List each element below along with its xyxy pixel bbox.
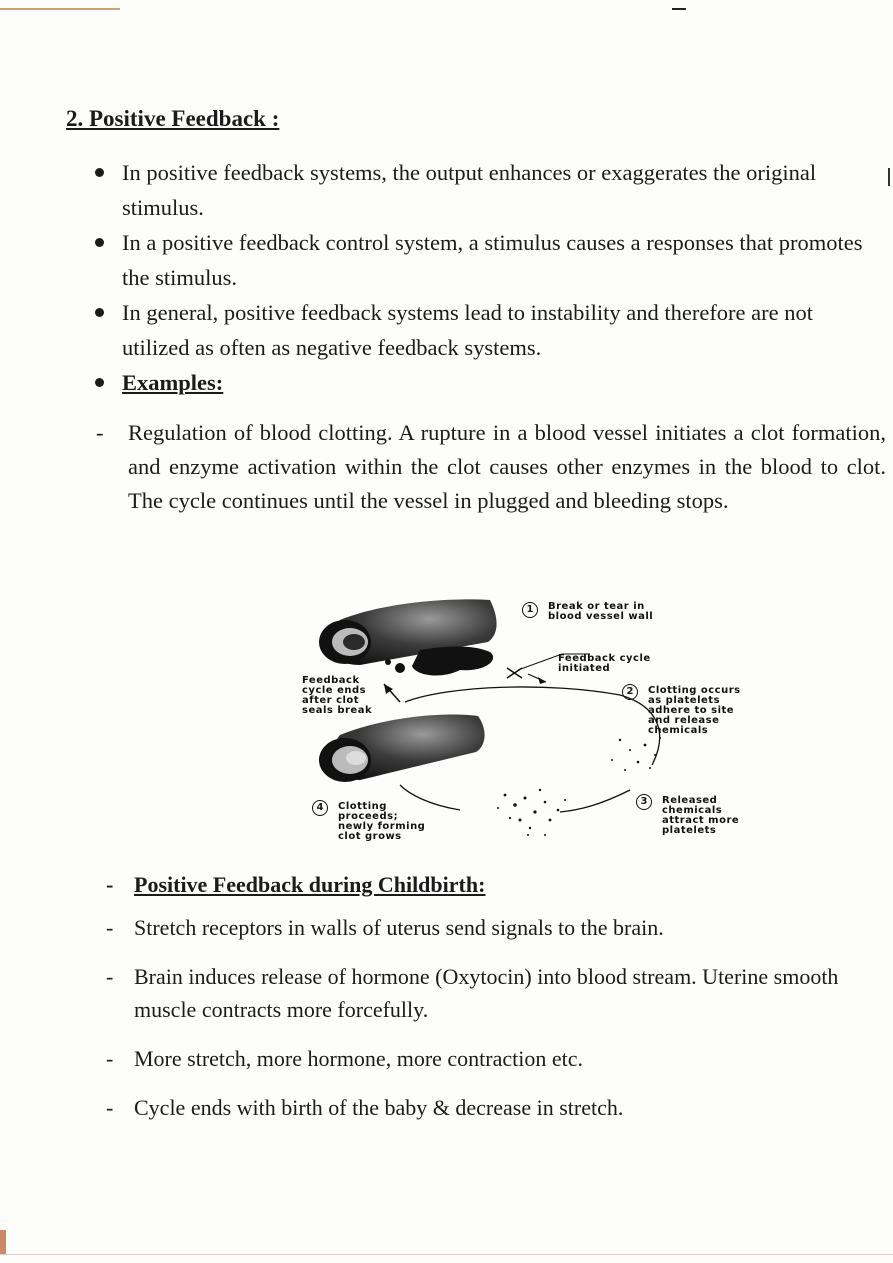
cycle-ends-label: Feedback cycle ends after clot seals break — [302, 675, 373, 716]
examples-item — [92, 365, 882, 400]
list-item — [106, 960, 886, 1026]
scan-mark — [888, 168, 890, 186]
step-number: 4 — [312, 800, 328, 816]
step3-label: Released chemicals attract more platelets — [662, 795, 740, 836]
bullet-text: In general, positive feedback systems lead to instability and therefore are not utilized as often as negative feedback systems. — [122, 300, 814, 360]
list-item — [106, 1042, 886, 1075]
bullet-dot — [95, 378, 104, 387]
scan-mark — [672, 8, 686, 10]
dash-marker: - — [96, 420, 104, 445]
page-edge-mark — [0, 1230, 6, 1254]
step1-label: Break or tear in blood vessel wall — [548, 601, 654, 622]
page-edge-mark — [0, 1254, 893, 1255]
torn-vessel — [319, 599, 497, 675]
step-number: 3 — [636, 794, 652, 810]
list-item — [92, 295, 882, 365]
dash-marker: - — [106, 915, 114, 940]
sealed-vessel — [319, 714, 485, 782]
platelet-cluster — [611, 737, 661, 771]
list-item — [106, 911, 886, 944]
childbirth-title — [106, 868, 886, 901]
childbirth-list — [106, 868, 886, 1124]
item-text: More stretch, more hormone, more contraction etc. — [134, 1046, 584, 1071]
dash-marker: - — [106, 872, 114, 897]
bullet-dot — [95, 308, 104, 317]
list-item — [92, 155, 882, 225]
item-text: Cycle ends with birth of the baby & decrease in stretch. — [134, 1095, 624, 1120]
paragraph-text: Regulation of blood clotting. A rupture in a blood vessel initiates a clot formation, and enzyme activation within the clot causes other enzymes in the blood to clot. The cycle continues until the vessel in plugged and bleeding stops. — [128, 420, 886, 513]
step4-label: Clotting proceeds; newly forming clot grows — [338, 801, 426, 842]
step2-label: Clotting occurs as platelets adhere to site and release chemicals — [648, 685, 741, 736]
item-text: Stretch receptors in walls of uterus send signals to the brain. — [134, 915, 664, 940]
list-item — [92, 225, 882, 295]
blood-clotting-paragraph — [96, 416, 886, 518]
bullet-dot — [95, 168, 104, 177]
step-number: 2 — [622, 684, 638, 700]
bullet-text: In a positive feedback control system, a stimulus causes a responses that promotes the stimulus. — [122, 230, 863, 290]
dash-marker: - — [106, 1095, 114, 1120]
dash-marker: - — [106, 964, 114, 989]
dash-marker: - — [106, 1046, 114, 1071]
list-item — [106, 1091, 886, 1124]
bullet-list — [92, 155, 882, 400]
clotting-feedback-diagram — [300, 590, 770, 855]
examples-label: Examples: — [122, 370, 224, 395]
section-heading: 2. Positive Feedback : — [66, 106, 280, 131]
cycle-initiated-label: Feedback cycle initiated — [558, 653, 651, 674]
step-number: 1 — [522, 602, 538, 618]
bullet-text: In positive feedback systems, the output enhances or exaggerates the original stimulus. — [122, 160, 817, 220]
platelet-cluster — [497, 789, 566, 836]
item-text: Brain induces release of hormone (Oxytocin) into blood stream. Uterine smooth muscle contracts more forcefully. — [134, 964, 839, 1022]
page-edge-mark — [0, 8, 120, 10]
bullet-dot — [95, 238, 104, 247]
section-subheading: Positive Feedback during Childbirth: — [134, 872, 486, 897]
